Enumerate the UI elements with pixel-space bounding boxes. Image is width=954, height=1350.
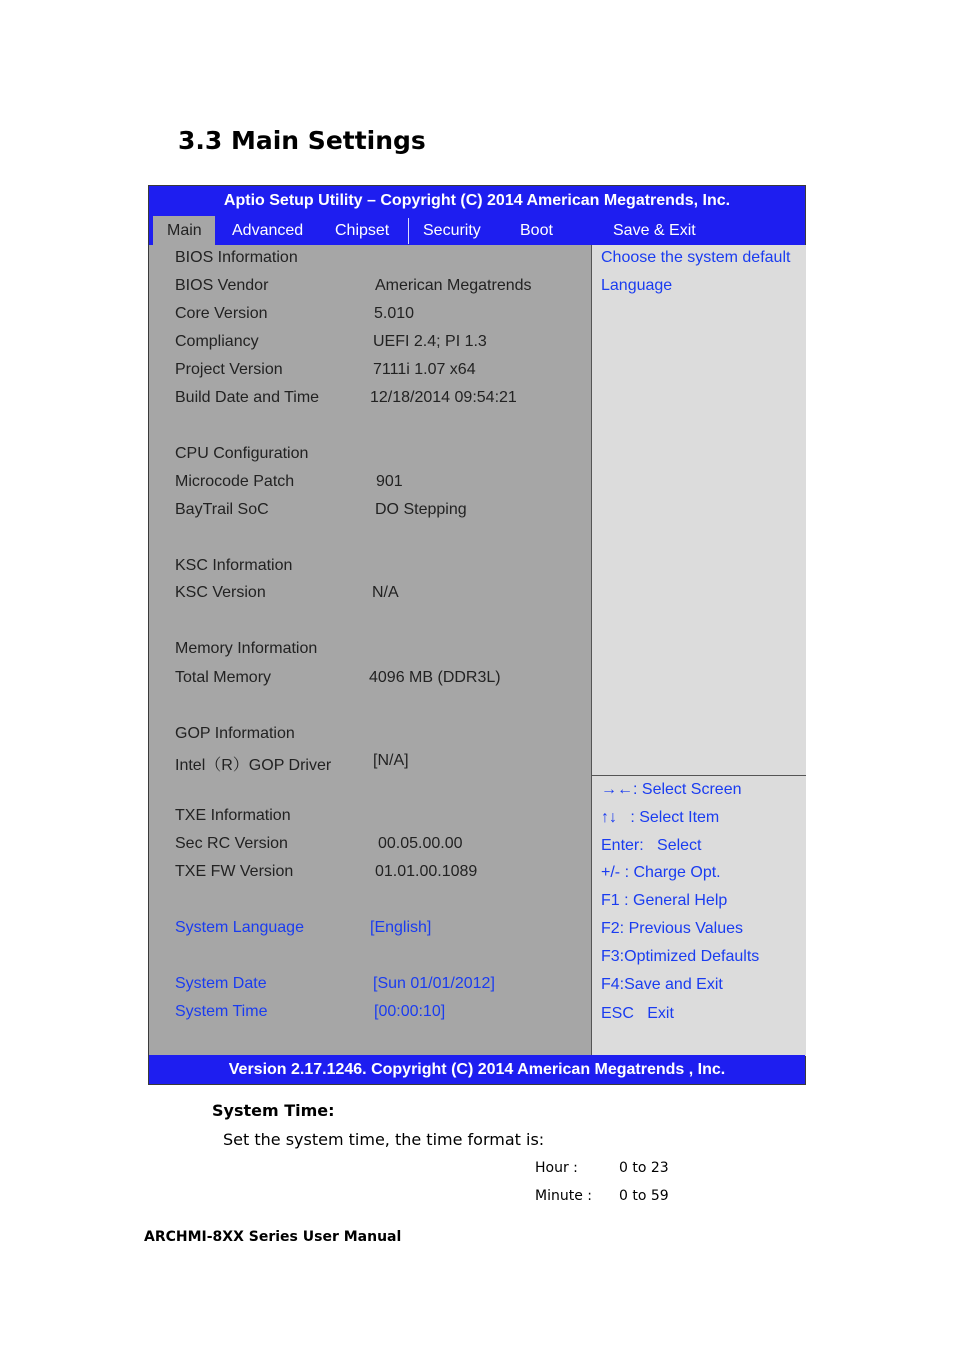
key-help-esc: ESC Exit xyxy=(601,1005,674,1022)
row-label-baytrail-soc: BayTrail SoC xyxy=(175,501,269,518)
row-value-compliancy: UEFI 2.4; PI 1.3 xyxy=(373,333,487,350)
row-label-total-memory: Total Memory xyxy=(175,669,272,686)
format-hour-range: 0 to 23 xyxy=(619,1160,669,1176)
tab-security[interactable]: Security xyxy=(423,222,481,239)
key-help-change-opt: +/- : Charge Opt. xyxy=(601,864,721,881)
row-value-ksc-version: N/A xyxy=(372,584,399,601)
help-text-line-2: Language xyxy=(601,277,673,294)
bios-help-panel xyxy=(591,245,806,1056)
bios-footer-bar: Version 2.17.1246. Copyright (C) 2014 American Megatrends , Inc. xyxy=(149,1055,805,1084)
key-help-f1: F1 : General Help xyxy=(601,892,728,909)
key-help-enter: Enter: Select xyxy=(601,837,702,854)
desc-heading: System Time: xyxy=(212,1101,335,1120)
help-divider xyxy=(592,775,806,776)
row-label-gop-driver: Intel（R）GOP Driver xyxy=(175,757,332,774)
row-value-gop-driver: [N/A] xyxy=(373,752,409,769)
row-label-txe-fw-version: TXE FW Version xyxy=(175,863,294,880)
row-value-build-date: 12/18/2014 09:54:21 xyxy=(370,389,517,406)
key-help-f3: F3:Optimized Defaults xyxy=(601,948,760,965)
key-help-select-screen: →←: Select Screen xyxy=(601,781,742,798)
row-label-core-version: Core Version xyxy=(175,305,268,322)
row-label-system-language[interactable]: System Language xyxy=(175,919,304,936)
row-value-txe-fw-version: 01.01.00.1089 xyxy=(375,863,478,880)
format-minute-label: Minute : xyxy=(535,1188,592,1204)
system-language-value[interactable]: [English] xyxy=(370,919,432,936)
tab-main[interactable]: Main xyxy=(153,216,215,245)
row-label-bios-information: BIOS Information xyxy=(175,249,298,266)
bios-title-bar: Aptio Setup Utility – Copyright (C) 2014 American Megatrends, Inc. xyxy=(149,186,805,216)
row-label-project-version: Project Version xyxy=(175,361,283,378)
row-value-microcode-patch: 901 xyxy=(376,473,403,490)
bios-tab-bar xyxy=(149,216,805,245)
desc-text: Set the system time, the time format is: xyxy=(223,1130,545,1149)
row-label-ksc-information: KSC Information xyxy=(175,557,293,574)
format-hour-label: Hour : xyxy=(535,1160,578,1176)
row-label-memory-information: Memory Information xyxy=(175,640,318,657)
row-value-bios-vendor: American Megatrends xyxy=(375,277,532,294)
tab-boot[interactable]: Boot xyxy=(520,222,553,239)
row-label-system-date[interactable]: System Date xyxy=(175,975,267,992)
key-help-select-item: ↑↓ : Select Item xyxy=(601,809,720,826)
row-label-build-date: Build Date and Time xyxy=(175,389,320,406)
tab-chipset[interactable]: Chipset xyxy=(335,222,390,239)
tab-advanced[interactable]: Advanced xyxy=(232,222,304,239)
row-label-cpu-configuration: CPU Configuration xyxy=(175,445,309,462)
manual-footer: ARCHMI-8XX Series User Manual xyxy=(144,1229,402,1245)
row-value-project-version: 7111i 1.07 x64 xyxy=(373,361,476,378)
system-time-value[interactable]: [00:00:10] xyxy=(374,1003,446,1020)
bios-settings-panel xyxy=(149,245,591,1056)
row-label-gop-information: GOP Information xyxy=(175,725,295,742)
row-value-core-version: 5.010 xyxy=(374,305,415,322)
key-help-f4: F4:Save and Exit xyxy=(601,976,723,993)
row-label-bios-vendor: BIOS Vendor xyxy=(175,277,269,294)
tab-separator xyxy=(408,218,409,244)
row-label-txe-information: TXE Information xyxy=(175,807,291,824)
row-value-baytrail-soc: DO Stepping xyxy=(375,501,467,518)
row-label-ksc-version: KSC Version xyxy=(175,584,266,601)
system-date-value[interactable]: [Sun 01/01/2012] xyxy=(373,975,495,992)
format-minute-range: 0 to 59 xyxy=(619,1188,669,1204)
row-value-sec-rc-version: 00.05.00.00 xyxy=(378,835,463,852)
bios-screen xyxy=(148,185,806,1085)
row-label-sec-rc-version: Sec RC Version xyxy=(175,835,288,852)
key-help-f2: F2: Previous Values xyxy=(601,920,743,937)
tab-save-exit[interactable]: Save & Exit xyxy=(613,222,696,239)
section-title: 3.3 Main Settings xyxy=(178,126,426,155)
row-label-system-time[interactable]: System Time xyxy=(175,1003,268,1020)
help-text-line-1: Choose the system default xyxy=(601,249,791,266)
row-value-total-memory: 4096 MB (DDR3L) xyxy=(369,669,501,686)
row-label-microcode-patch: Microcode Patch xyxy=(175,473,295,490)
row-label-compliancy: Compliancy xyxy=(175,333,259,350)
